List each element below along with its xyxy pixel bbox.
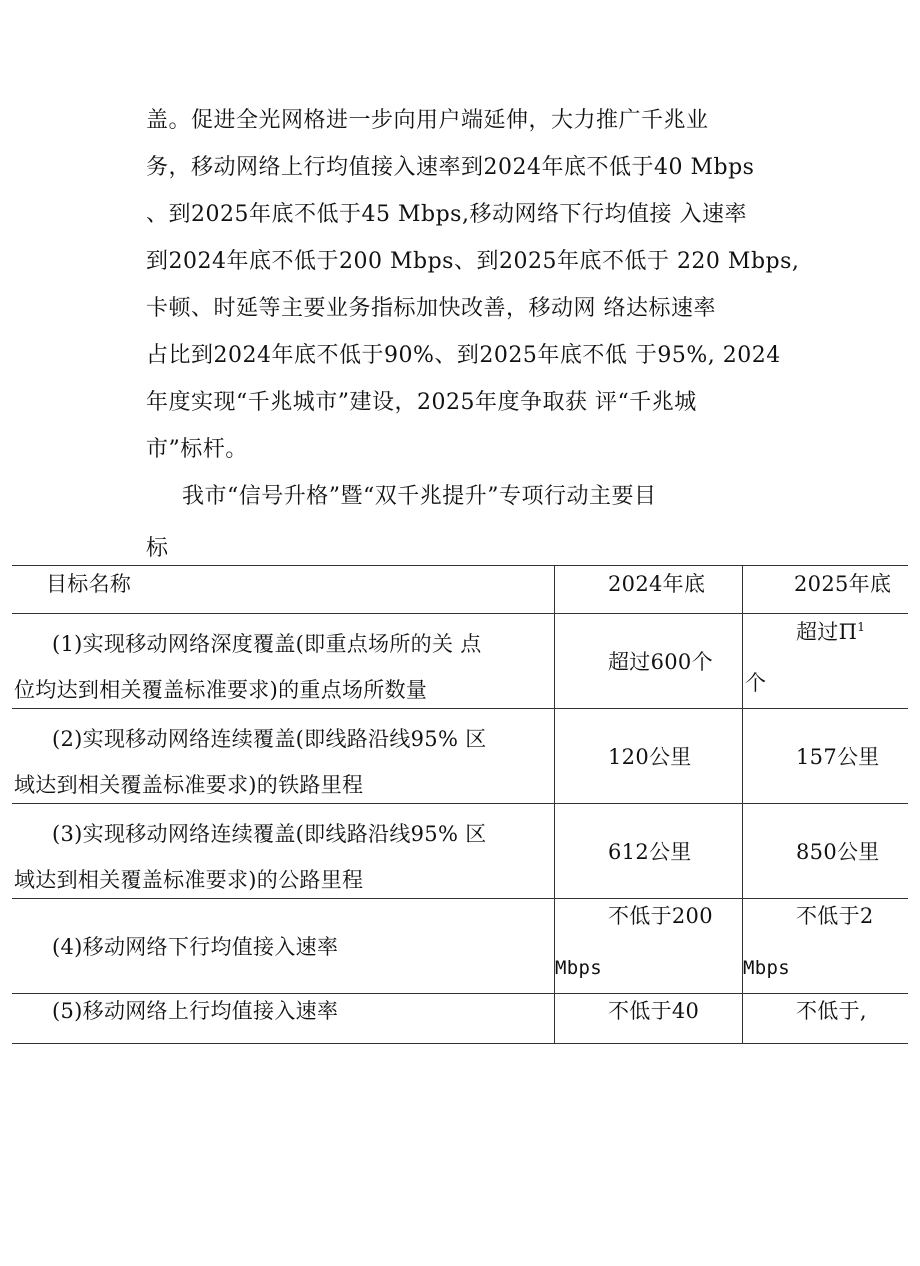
row4-value-2025-line2: Mbps [743,957,790,979]
row5-value-2024: 不低于40 [608,999,700,1023]
row1-value-2025-line1: 超过$\Pi^1$ [796,620,866,644]
row5-name: (5)移动网络上行均值接入速率 [52,999,339,1023]
row2-value-2025: 157公里 [796,745,880,769]
row1-value-2025-line2: 个 [745,671,767,695]
row4-value-2024-line2: Mbps [555,957,602,979]
table-rule-header [12,613,908,614]
table-caption-line-1: 我市“信号升格”暨“双千兆提升”专项行动主要目 [182,484,657,509]
header-2024: 2024年底 [608,572,706,596]
goals-table [12,565,908,1045]
row3-value-2024: 612公里 [608,840,692,864]
row1-name-line2: 位均达到相关覆盖标准要求)的重点场所数量 [14,678,428,702]
row1-name-line1: (1)实现移动网络深度覆盖(即重点场所的关 点 [52,632,482,656]
header-name: 目标名称 [46,572,132,596]
row2-name-line2: 域达到相关覆盖标准要求)的铁路里程 [14,773,364,797]
table-rule-top [12,565,908,566]
table-rule-row4 [12,993,908,994]
table-rule-row2 [12,803,908,804]
header-2025: 2025年底 [794,572,892,596]
table-rule-bottom [12,1043,908,1044]
paragraph-line-2: 务，移动网络上行均值接入速率到2024年底不低于40 Mbps [146,155,755,180]
row2-value-2024: 120公里 [608,745,692,769]
paragraph-line-3: 、到2025年底不低于45 Mbps,移动网络下行均值接 入速率 [146,202,747,227]
paragraph-line-1: 盖。促进全光网格进一步向用户端延伸，大力推广千兆业 [146,108,709,133]
row3-name-line1: (3)实现移动网络连续覆盖(即线路沿线95% 区 [52,822,487,846]
paragraph-line-6: 占比到2024年底不低于90%、到2025年底不低 于95%, 2024 [146,343,781,368]
footnote-mark: 1 [857,620,866,634]
table-rule-row3 [12,898,908,899]
paragraph-line-7: 年度实现“千兆城市”建设，2025年度争取获 评“千兆城 [146,390,697,415]
row5-value-2025: 不低于, [796,999,867,1023]
row4-value-2024-line1: 不低于200 [608,904,713,928]
table-caption-line-2: 标 [146,536,169,561]
row4-name: (4)移动网络下行均值接入速率 [52,935,339,959]
paragraph-line-5: 卡顿、时延等主要业务指标加快改善，移动网 络达标速率 [146,296,716,321]
paragraph-line-4: 到2024年底不低于200 Mbps、到2025年底不低于 220 Mbps, [146,249,800,274]
row4-value-2025-line1: 不低于2 [796,904,874,928]
row2-name-line1: (2)实现移动网络连续覆盖(即线路沿线95% 区 [52,727,487,751]
row3-name-line2: 域达到相关覆盖标准要求)的公路里程 [14,868,364,892]
table-rule-row1 [12,708,908,709]
paragraph-line-8: 市”标杆。 [146,437,248,462]
row1-value-2024: 超过600个 [608,650,713,674]
row3-value-2025: 850公里 [796,840,880,864]
